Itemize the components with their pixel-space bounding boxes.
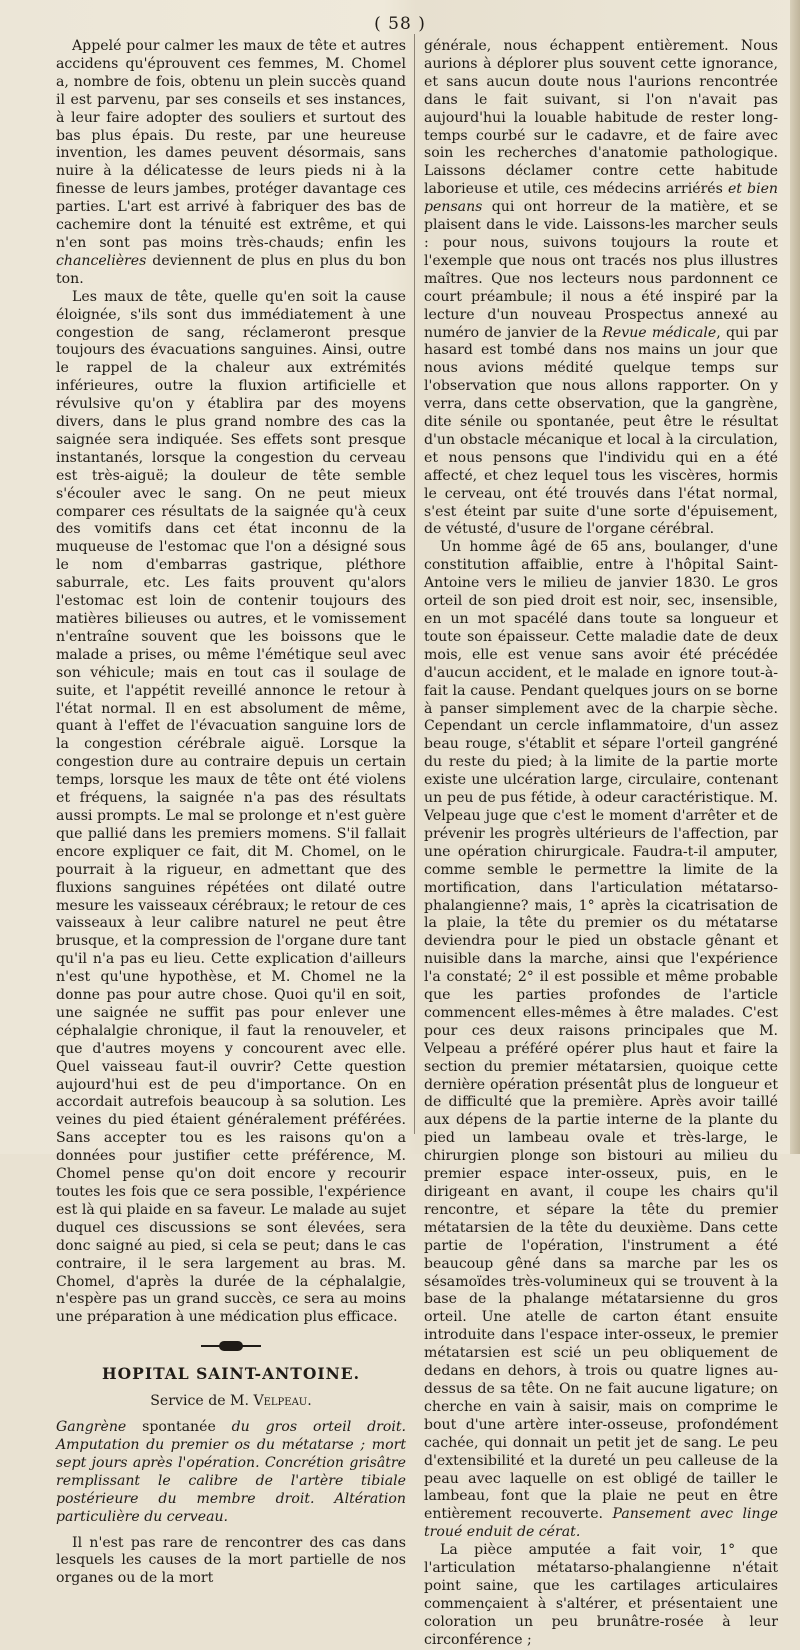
case-summary [56,1419,406,1526]
paragraph-text: Appelé pour calmer les maux de tête et autres accidens qu'éprouvent ces femmes, M. Chomel a, nombre de fois, obtenu un plein succès quand il est parvenu, par ses conseils et ses instances, à leur faire adopter des souliers et surtout des bas plus épais. Du reste, par une heureuse invention, les dames peuvent désormais, sans nuire à la délicatesse de leurs pieds ni à la finesse de leurs jambes, protéger davantage ces parties. L'art est arrivé à fabriquer des bas de cachemire dont la ténuité est extrême, et qui n'en sont pas moins très-chauds; enfin les [56,38,406,251]
paragraph-text: , qui par hasard est tombé dans nos mains un jour que nous avions médité quelque temps sur l'observation que nous allons rapporter. On y verra, dans cette observation, que la gangrène, dite sénile ou spontanée, peut être le résultat d'un obstacle mécanique et local à la circulation, et nous pensons que l'individu qui en a été affecté, et chez lequel tous les viscères, hormis le cerveau, ont été trouvés dans l'état normal, s'est éteint par suite d'une sorte d'épuisement, de vétusté, d'usure de l'organe cérébral. [424,324,778,538]
service-prefix: Service de M. [150,1393,254,1410]
page-edge [790,0,800,1154]
section-heading: HOPITAL SAINT-ANTOINE. [102,1364,360,1384]
italic-journal-title: Revue médicale [602,324,717,341]
paragraph-text: qui ont horreur de la matière, et se plaisent dans le vide. Laissons-les marcher seuls : pour nous, suivons toujours la route et l'exemple que nous ont tracés nos plus illustres maîtres. Que nos lecteurs nous pardonnent ce court préambule; il nous a été inspiré par la lecture d'un nouveau Prospectus annexé au numéro de janvier de la [424,199,778,341]
summary-part: Gangrène [56,1419,127,1436]
paragraph-text: Un homme âgé de 65 ans, boulanger, d'une constitution affaiblie, entre à l'hôpital Saint-Antoine vers le milieu de janvier 1830. Le gros orteil de son pied droit est noir, sec, insensible, en un mot spacélé dans toute sa longueur et toute son épaisseur. Cette maladie date de deux mois, elle est venue sans avoir été précédée d'aucun accident, et le malade en ignore tout-à-fait la cause. Pendant quelques jours on se borne à panser simplement avec de la charpie sèche. Cependant un cercle inflammatoire, d'un assez beau rouge, s'établit et sépare l'orteil gangréné du reste du pied; à la limite de la partie morte existe une ulcération large, circulaire, contenant un peu de pus fétide, à odeur caractéristique. M. Velpeau juge que c'est le moment d'arrêter et de prévenir les progrès ultérieurs de l'affection, par une opération chirurgicale. Faudra-t-il amputer, comme semble le permettre la limite de la mortification, dans l'articulation métatarso-phalangienne? mais, 1° après la cicatrisation de la plaie, la tête du premier os du métatarse deviendra pour le pied un obstacle gênant et nuisible dans la marche, ainsi que l'expérience l'a constaté; 2° il est possible et même probable que les parties profondes de l'article commencent elles-mêmes à être malades. C'est pour ces deux raisons principales que M. Velpeau a préféré opérer plus haut et faire la section du premier métatarsien, quoique cette dernière opération présentât plus de longueur et de difficulté que la première. Après avoir taillé aux dépens de la partie interne de la plante du pied un lambeau ovale et très-large, le chirurgien plonge son bistouri au milieu du premier espace inter-osseux, puis, en le dirigeant en avant, il coupe les chairs qu'il rencontre, et sépare la tête du premier métatarsien de la tête du deuxième. Dans cette partie de l'opération, l'instrument a été beaucoup gêné dans sa marche par les os sésamoïdes très-volumineux qui se trouvent à la base de la phalange métatarsienne du gros orteil. Une atelle de carton étant ensuite introduite dans l'espace inter-osseux, le premier métatarsien est scié un peu obliquement de dedans en dehors, à trois ou quatre lignes au-dessus de sa tête. On ne fait aucune ligature; on cherche en vain à saisir, mais on comprime le bout d'une artère inter-osseuse, profondément cachée, qui donnait un petit jet de sang. Le peu d'extensibilité et la dureté un peu calleuse de la peau avec laquelle on est obligé de tailler le lambeau, font que la plaie ne peut en être entièrement recouverte. [424,539,778,1523]
summary-part: du gros orteil droit. Amputation du premier os du métatarse ; mort sept jours après l'opération. Concrétion grisâtre remplissant le calibre de l'artère tibiale postérieure du membre droit. Altération particulière du cerveau. [56,1419,406,1525]
service-name: Velpeau. [253,1393,312,1410]
column-divider [414,34,415,1134]
paragraph-text: générale, nous échappent entièrement. Nous aurions à déplorer plus souvent cette ignorance, et sans aucun doute nous l'aurions rencontrée dans le fait suivant, si l'on n'avait pas aujourd'hui la louable habitude de rester long-temps courbé sur le cadavre, et de faire avec soin les recherches d'anatomie pathologique. Laissons déclamer contre cette habitude laborieuse et utile, ces médecins arriérés [424,38,778,198]
left-column [56,38,406,1588]
right-column [424,38,778,1650]
paragraph-case-intro: Il n'est pas rare de rencontrer des cas dans lesquels les causes de la mort partielle de nos organes ou de la mort [56,1534,406,1587]
italic-dressing: Pansement avec linge troué enduit de cérat. [424,1506,778,1541]
service-line [56,1393,406,1411]
page-number: ( 58 ) [374,14,426,34]
italic-term: chancelières [56,252,147,269]
paragraph-chomel-advice [56,38,406,289]
summary-part: spontanée [126,1419,232,1436]
italic-term: et bien pensans [424,181,778,216]
paragraph-preamble [424,38,778,539]
section-ornament [201,1341,261,1351]
paragraph-headaches: Les maux de tête, quelle qu'en soit la cause éloignée, s'ils sont dus immédiatement à une congestion de sang, réclameront presque toujours des évacuations sanguines. Ainsi, outre le rappel de la chaleur aux extrémités inférieures, outre la fluxion artificielle et révulsive qu'on y établira par des moyens divers, dans le plus grand nombre des cas la saignée sera indiquée. Ses effets sont presque instantanés, lorsque la congestion du cerveau est très-aiguë; la douleur de tête semble s'écouler avec le sang. On ne peut mieux comparer ces résultats de la saignée qu'à ceux des vomitifs dans cet état inconnu de la muqueuse de l'estomac que l'on a désigné sous le nom d'embarras gastrique, pléthore saburrale, etc. Les faits prouvent qu'alors l'estomac est loin de contenir toujours des matières bilieuses ou autres, et le vomissement n'entraîne souvent que les boissons que le malade a prises, ou même l'émétique seul avec son véhicule; mais en tout cas il soulage de suite, et l'appétit reveillé annonce le retour à l'état normal. Il en est absolument de même, quant à l'effet de l'évacuation sanguine lors de la congestion cérébrale aiguë. Lorsque la congestion dure au contraire depuis un certain temps, lorsque les maux de tête ont été violens et fréquens, la saignée n'a pas des résultats aussi prompts. Le mal se prolonge et n'est guère que pallié dans les premiers momens. S'il fallait encore expliquer ce fait, dit M. Chomel, on le pourrait à la rigueur, en admettant que des fluxions sanguines répétées ont dilaté outre mesure les vaisseaux cérébraux; le retour de ces vaisseaux à leur calibre naturel ne peut être brusque, et la compression de l'organe dure tant qu'il n'a pas eu lieu. Cette explication d'ailleurs n'est qu'une hypothèse, et M. Chomel ne la donne pas pour autre chose. Quoi qu'il en soit, une saignée ne suffit pas pour enlever une céphalalgie chronique, il faut la renouveler, et que d'autres moyens y concourent avec elle. Quel vaisseau faut-il ouvrir? Cette question aujourd'hui est de peu d'importance. On en accordait autrefois beaucoup à sa solution. Les veines du pied étaient généralement préférées. Sans accepter tou es les raisons qu'on a données pour justifier cette préférence, M. Chomel pense qu'on doit encore y recourir toutes les fois que ce sera possible, l'expérience est là qui plaide en sa faveur. Le malade au sujet duquel ces discussions se sont élevées, sera donc saigné au pied, si cela se peut; dans le cas contraire, il le sera largement au bras. M. Chomel, d'après la durée de la céphalalgie, n'espère pas un grand succès, ce sera au moins une préparation à une médication plus efficace. [56,288,406,1326]
paragraph-case-observation [424,539,778,1542]
paragraph-text: deviennent de plus en plus du bon ton. [56,252,406,287]
ornament-center [219,1341,243,1351]
paragraph-amputated-piece: La pièce amputée a fait voir, 1° que l'articulation métatarso-phalangienne n'était point saine, que les cartilages articulaires commençaient à s'altérer, et présentaient une coloration un peu brunâtre-rosée à leur circonférence ; [424,1542,778,1648]
